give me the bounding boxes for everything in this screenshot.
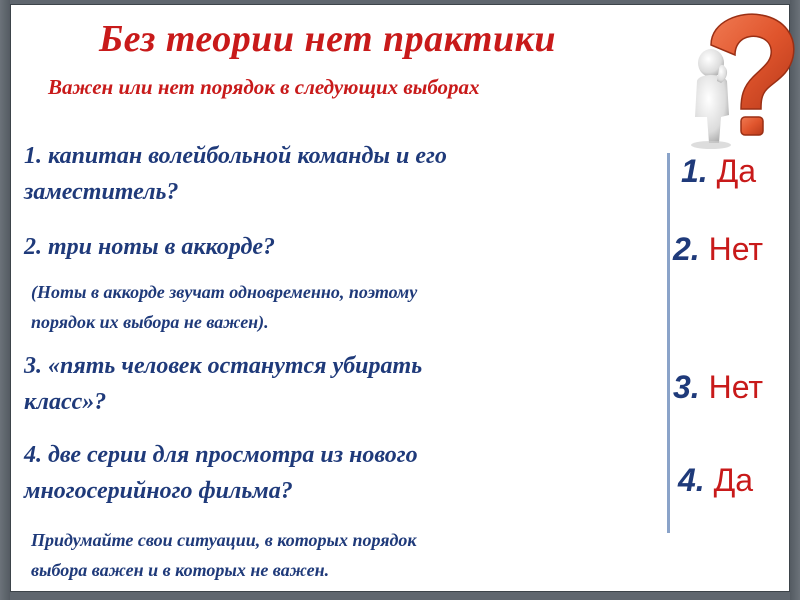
question-mark-figure-icon bbox=[681, 11, 799, 151]
question-1: 1. капитан волейбольной команды и его заместитель? bbox=[24, 143, 447, 205]
slide-subtitle: Важен или нет порядок в следующих выборах bbox=[48, 75, 480, 99]
answer-4: 4. Да bbox=[678, 462, 754, 498]
answer-3: 3. Нет bbox=[673, 369, 764, 405]
answer-1: 1. Да bbox=[681, 153, 757, 189]
slide-panel bbox=[10, 4, 790, 592]
chord-note: (Ноты в аккорде звучат одновременно, поэтому порядок их выбора не важен). bbox=[31, 282, 418, 332]
final-task: Придумайте свои ситуации, в которых порядок выбора важен и в которых не важен. bbox=[31, 530, 417, 580]
question-2: 2. три ноты в аккорде? bbox=[24, 234, 276, 260]
answer-2: 2. Нет bbox=[673, 231, 764, 267]
answer-divider bbox=[667, 153, 670, 533]
question-4: 4. две серии для просмотра из нового многосерийного фильма? bbox=[24, 442, 418, 504]
slide-title: Без теории нет практики bbox=[99, 18, 557, 60]
question-3: 3. «пять человек останутся убирать класс»? bbox=[24, 353, 423, 415]
